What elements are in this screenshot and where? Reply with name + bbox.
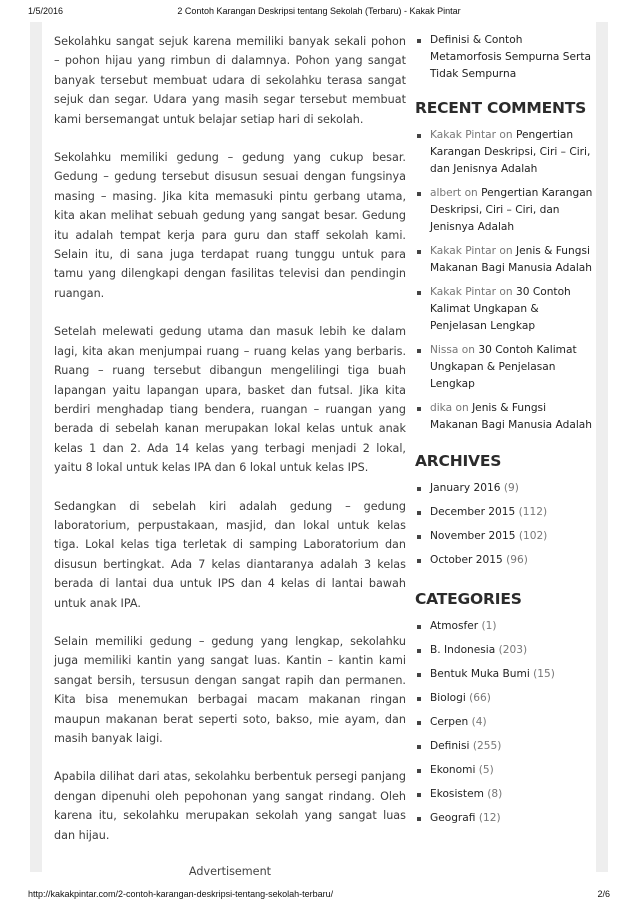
archive-link[interactable]: December 2015 — [430, 506, 516, 518]
archive-link[interactable]: October 2015 — [430, 554, 503, 566]
archive-count: (112) — [518, 506, 548, 518]
comment-post-link[interactable]: Jenis & Fungsi Makanan Bagi Manusia Adalah — [430, 402, 592, 431]
category-link[interactable]: Geografi — [430, 812, 476, 824]
print-page-number: 2/6 — [597, 889, 610, 899]
category-item — [415, 666, 593, 683]
archive-link[interactable]: January 2016 — [430, 482, 501, 494]
comment-author: Kakak Pintar — [430, 129, 497, 141]
article-paragraph: Sekolahku memiliki gedung – gedung yang cukup besar. Gedung – gedung tersebut disusun sesuai dengan fungsinya masing – masing. Jika kita memasuki pintu gerbang utama, kita akan melihat sebuah gedung yang sangat besar. Gedung itu adalah tempat kerja para guru dan staff sekolah kami. Selain itu, di sana juga terdapat ruang tunggu untuk para tamu yang dilengkapi dengan fasilitas televisi dan pendingin ruangan. — [54, 151, 406, 300]
archives-widget — [415, 452, 593, 569]
categories-title: CATEGORIES — [415, 590, 522, 608]
category-item — [415, 738, 593, 755]
archives-list — [415, 480, 593, 569]
sidebar-inner — [415, 32, 593, 834]
main-content — [42, 22, 410, 879]
archive-item — [415, 504, 593, 521]
article-paragraph: Selain memiliki gedung – gedung yang lengkap, sekolahku juga memiliki kantin yang sangat luas. Kantin – kantin kami sangat bersih, tersusun dengan sangat rapih dan permanen. Kita bisa menemukan berbagai macam makanan ringan maupun makanan berat seperti soto, bakso, mie ayam, dan masih banyak laigi. — [54, 634, 406, 745]
archive-count: (9) — [503, 482, 519, 494]
category-link[interactable]: Biologi — [430, 692, 466, 704]
recent-posts-list — [415, 32, 593, 83]
archive-link[interactable]: November 2015 — [430, 530, 516, 542]
category-count: (4) — [471, 716, 487, 728]
comment-item — [415, 400, 593, 434]
comment-item — [415, 243, 593, 277]
comment-author: Kakak Pintar — [430, 245, 497, 257]
comment-item — [415, 284, 593, 335]
comment-post-link[interactable]: Pengertian Karangan Deskripsi, Ciri – Ciri, dan Jenisnya Adalah — [430, 187, 593, 233]
category-item — [415, 642, 593, 659]
recent-comments-widget — [415, 99, 593, 434]
category-count: (5) — [478, 764, 494, 776]
comment-item — [415, 127, 593, 178]
sidebar — [410, 22, 596, 872]
comment-on-word: on — [499, 286, 513, 298]
comment-author: Kakak Pintar — [430, 286, 497, 298]
category-item — [415, 762, 593, 779]
category-link[interactable]: Cerpen — [430, 716, 469, 728]
article-body — [54, 32, 406, 881]
category-item — [415, 714, 593, 731]
comment-on-word: on — [499, 129, 513, 141]
category-count: (255) — [472, 740, 502, 752]
article-paragraph: Setelah melewati gedung utama dan masuk lebih ke dalam lagi, kita akan menjumpai ruang – ruang kelas yang berbaris. Ruang – ruang tersebut dibangun mengelilingi tiga buah lapangan yaitu lapangan upara, basket dan futsal. Jika kita berdiri menghadap tiang bendera, ruangan – ruangan yang berada di sebelah kanan merupakan lokal kelas untuk anak kelas 1 dan 2. Ada 14 kelas yang terbagi menjadi 2 lokal, yaitu 8 lokal untuk kelas IPA dan 6 lokal untuk kelas IPS. — [54, 325, 406, 475]
article-paragraph: Sekolahku sangat sejuk karena memiliki banyak sekali pohon – pohon hijau yang rimbun di dalamnya. Pohon yang sangat banyak tersebut membuat udara di sekolahku terasa sangat sejuk dan segar. Udara yang masih segar tersebut membuat kami bersemangat untuk belajar setiap hari di sekolah. — [54, 35, 406, 126]
category-count: (66) — [469, 692, 491, 704]
recent-post-title[interactable]: Definisi & Contoh Metamorfosis Sempurna Serta Tidak Sempurna — [430, 34, 592, 80]
comment-on-word: on — [461, 344, 475, 356]
category-link[interactable]: Ekosistem — [430, 788, 484, 800]
comment-on-word: on — [499, 245, 513, 257]
category-item — [415, 690, 593, 707]
archive-count: (102) — [518, 530, 548, 542]
comment-post-link[interactable]: 30 Contoh Kalimat Ungkapan & Penjelasan Lengkap — [430, 286, 571, 332]
category-link[interactable]: Definisi — [430, 740, 470, 752]
article-paragraph: Sedangkan di sebelah kiri adalah gedung – gedung laboratorium, perpustakaan, masjid, dan lokal untuk kelas tiga. Lokal kelas tiga terletak di samping Laboratorium dan disusun bertingkat. Ada 7 kelas diantaranya adalah 3 kelas berada di lantai dua untuk IPS dan 4 kelas di lantai bawah untuk anak IPA. — [54, 499, 406, 610]
archive-item — [415, 552, 593, 569]
article-paragraph: Apabila dilihat dari atas, sekolahku berbentuk persegi panjang dengan dipenuhi oleh pepohonan yang sangat rindang. Oleh karena itu, sekolahku merupakan sekolah yang sangat luas dan hijau. — [54, 770, 406, 842]
category-count: (15) — [533, 668, 555, 680]
comment-item — [415, 342, 593, 393]
comment-author: Nissa — [430, 344, 459, 356]
comment-post-link[interactable]: Pengertian Karangan Deskripsi, Ciri – Ciri, dan Jenisnya Adalah — [430, 129, 591, 175]
print-url: http://kakakpintar.com/2-contoh-karangan-deskripsi-tentang-sekolah-terbaru/ — [28, 889, 334, 899]
archive-item — [415, 528, 593, 545]
archive-item — [415, 480, 593, 497]
category-count: (12) — [478, 812, 501, 824]
comment-author: albert — [430, 187, 462, 199]
recent-comments-title: RECENT COMMENTS — [415, 99, 587, 117]
category-item — [415, 618, 593, 635]
category-item — [415, 810, 593, 827]
category-link[interactable]: B. Indonesia — [430, 644, 496, 656]
print-date: 1/5/2016 — [28, 6, 64, 16]
print-footer — [0, 888, 638, 903]
print-page-title: 2 Contoh Karangan Deskripsi tentang Sekolah (Terbaru) - Kakak Pintar — [177, 6, 461, 16]
print-header — [0, 0, 638, 22]
comment-on-word: on — [464, 187, 478, 199]
comment-author: dika — [430, 402, 453, 414]
category-count: (1) — [481, 620, 497, 632]
category-link[interactable]: Ekonomi — [430, 764, 476, 776]
recent-comments-list — [415, 127, 593, 434]
comment-on-word: on — [455, 402, 469, 414]
category-count: (8) — [487, 788, 503, 800]
category-link[interactable]: Bentuk Muka Bumi — [430, 668, 530, 680]
category-item — [415, 786, 593, 803]
category-link[interactable]: Atmosfer — [430, 620, 479, 632]
comment-post-link[interactable]: 30 Contoh Kalimat Ungkapan & Penjelasan Lengkap — [430, 344, 577, 390]
categories-widget — [415, 590, 593, 827]
comment-item — [415, 185, 593, 236]
archive-count: (96) — [506, 554, 528, 566]
archives-title: ARCHIVES — [415, 452, 502, 470]
recent-post-link[interactable] — [415, 32, 593, 83]
advertisement-label: Advertisement — [188, 865, 272, 879]
comment-post-link[interactable]: Jenis & Fungsi Makanan Bagi Manusia Adalah — [430, 245, 592, 274]
category-count: (203) — [498, 644, 528, 656]
categories-list — [415, 618, 593, 827]
